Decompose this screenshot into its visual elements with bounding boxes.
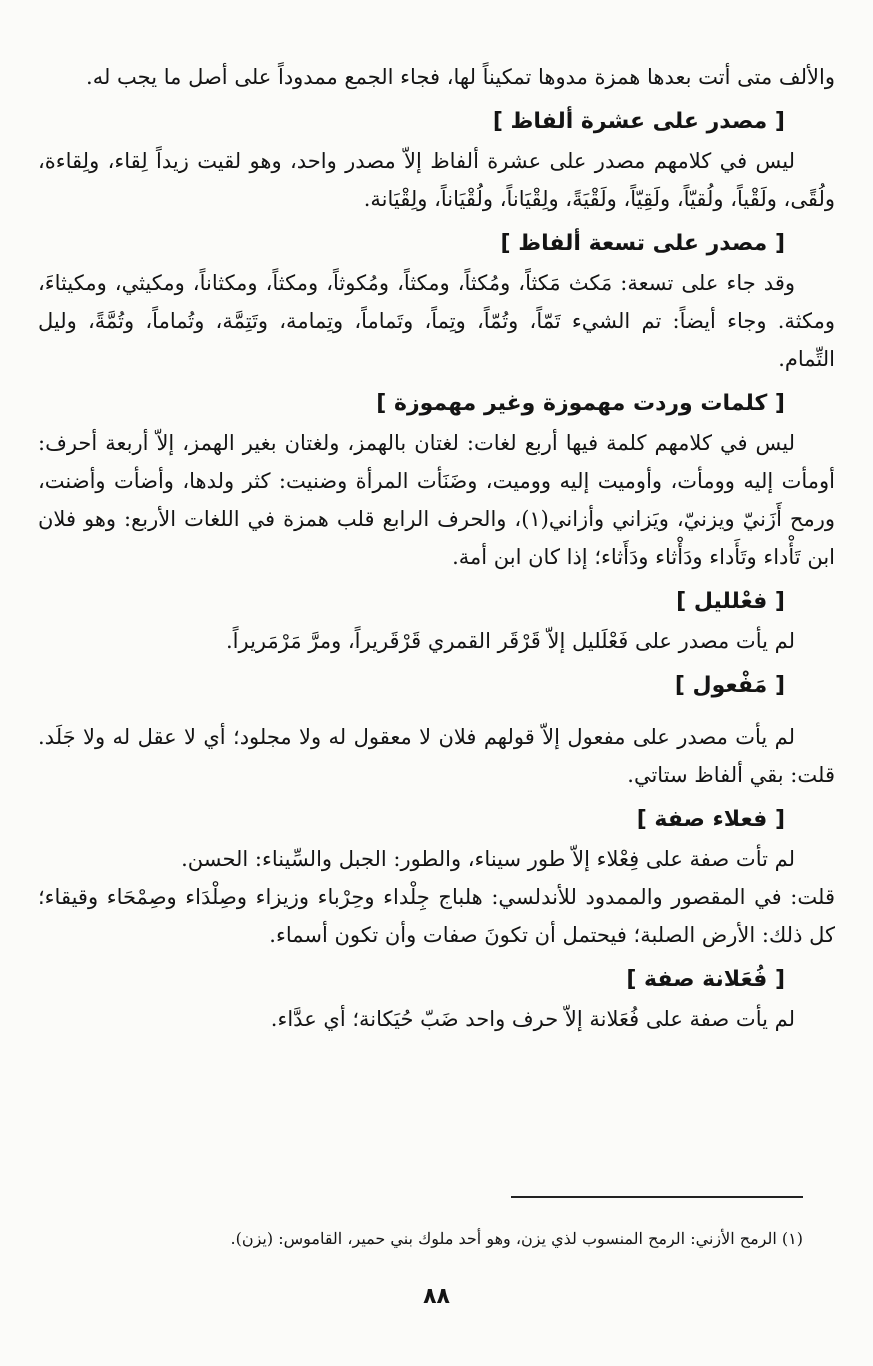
heading-falalil: [ فعْلليل ] — [676, 589, 785, 614]
paragraph-falalil: لم يأت مصدر على فَعْلَليل إلاّ قَرْقَر القمري قَرْقَريراً، ومرَّ مَرْمَريراً. — [225, 629, 795, 653]
paragraph-intro: والألف متى أتت بعدها همزة مدوها تمكيناً لها، فجاء الجمع ممدوداً على أصل ما يجب له. — [86, 65, 835, 89]
heading-mafool: [ مَفْعول ] — [674, 673, 785, 698]
heading-fualana: [ فُعَلانة صفة ] — [626, 967, 785, 992]
paragraph-filaa-note: قلت: في المقصور والممدود للأندلسي: هلباج جِلْداء وحِرْباء وزيزاء وصِلْدَاء وصِمْحَاء وقيقاء؛ كل ذلك: الأرض الصلبة؛ فيحتمل أن تكونَ صفات وأن تكون أسماء. — [38, 885, 835, 947]
heading-filaa: [ فعلاء صفة ] — [636, 807, 785, 832]
spacer — [38, 706, 835, 718]
heading-masdar-nine: [ مصدر على تسعة ألفاظ ] — [500, 231, 785, 256]
footnote-divider — [511, 1196, 803, 1198]
paragraph-mafool: لم يأت مصدر على مفعول إلاّ قولهم فلان لا معقول له ولا مجلود؛ أي لا عقل له ولا جَلَد. قلت: بقي ألفاظ ستاتي. — [38, 725, 835, 787]
footnote: (١) الرمح الأزني: الرمح المنسوب لذي يزن، وهو أحد ملوك بني حمير، القاموس: (يزن). — [230, 1229, 803, 1248]
paragraph-masdar-nine: وقد جاء على تسعة: مَكث مَكثاً، ومُكثاً، ومكثاً، ومُكوثاً، ومكثاً، ومكثاناً، ومكيثي، ومكيثاءَ، ومكثة. وجاء أيضاً: تم الشيء تَمّاً، وتُمّاً، وتِماً، وتَماماً، وتِمامة، وتَتِمَّة، وتُماماً، وتُمَّةً، وليل التِّمام. — [38, 271, 835, 371]
paragraph-fualana: لم يأت صفة على فُعَلانة إلاّ حرف واحد ضَبّ حُيَكانة؛ أي عدَّاء. — [270, 1007, 795, 1031]
paragraph-hamza-words: ليس في كلامهم كلمة فيها أربع لغات: لغتان بالهمز، ولغتان بغير الهمز، إلاّ أربعة أحرف: أومأت إليه وومأت، وأوميت إليه ووميت، وضَنَأت المرأة وضنيت: كثر ولدها، وأضأت وأضنت، ورمح أَزَنيّ ويزنيّ، ويَزاني وأزاني(١)، والحرف الرابع قلب همزة في اللغات الأربع: وهو فلان ابن تَأْداء وتَأَداء ودَأْثاء ودَأَثاء؛ إذا كان ابن أمة. — [38, 431, 835, 569]
paragraph-masdar-ten: ليس في كلامهم مصدر على عشرة ألفاظ إلاّ مصدر واحد، وهو لقيت زيداً لِقاء، ولِقاءة، ولُقًى، ولَقْياً، ولُقيّاً، ولَقِيّاً، ولَقْيَةً، ولِقْيَاناً، ولُقْيَاناً، ولِقْيَانة. — [38, 149, 835, 211]
paragraph-filaa: لم تأت صفة على فِعْلاء إلاّ طور سيناء، والطور: الجبل والسِّيناء: الحسن. — [181, 847, 795, 871]
heading-hamza-words: [ كلمات وردت مهموزة وغير مهموزة ] — [376, 391, 785, 416]
page-number: ٨٨ — [423, 1284, 450, 1309]
heading-masdar-ten: [ مصدر على عشرة ألفاظ ] — [492, 109, 785, 134]
